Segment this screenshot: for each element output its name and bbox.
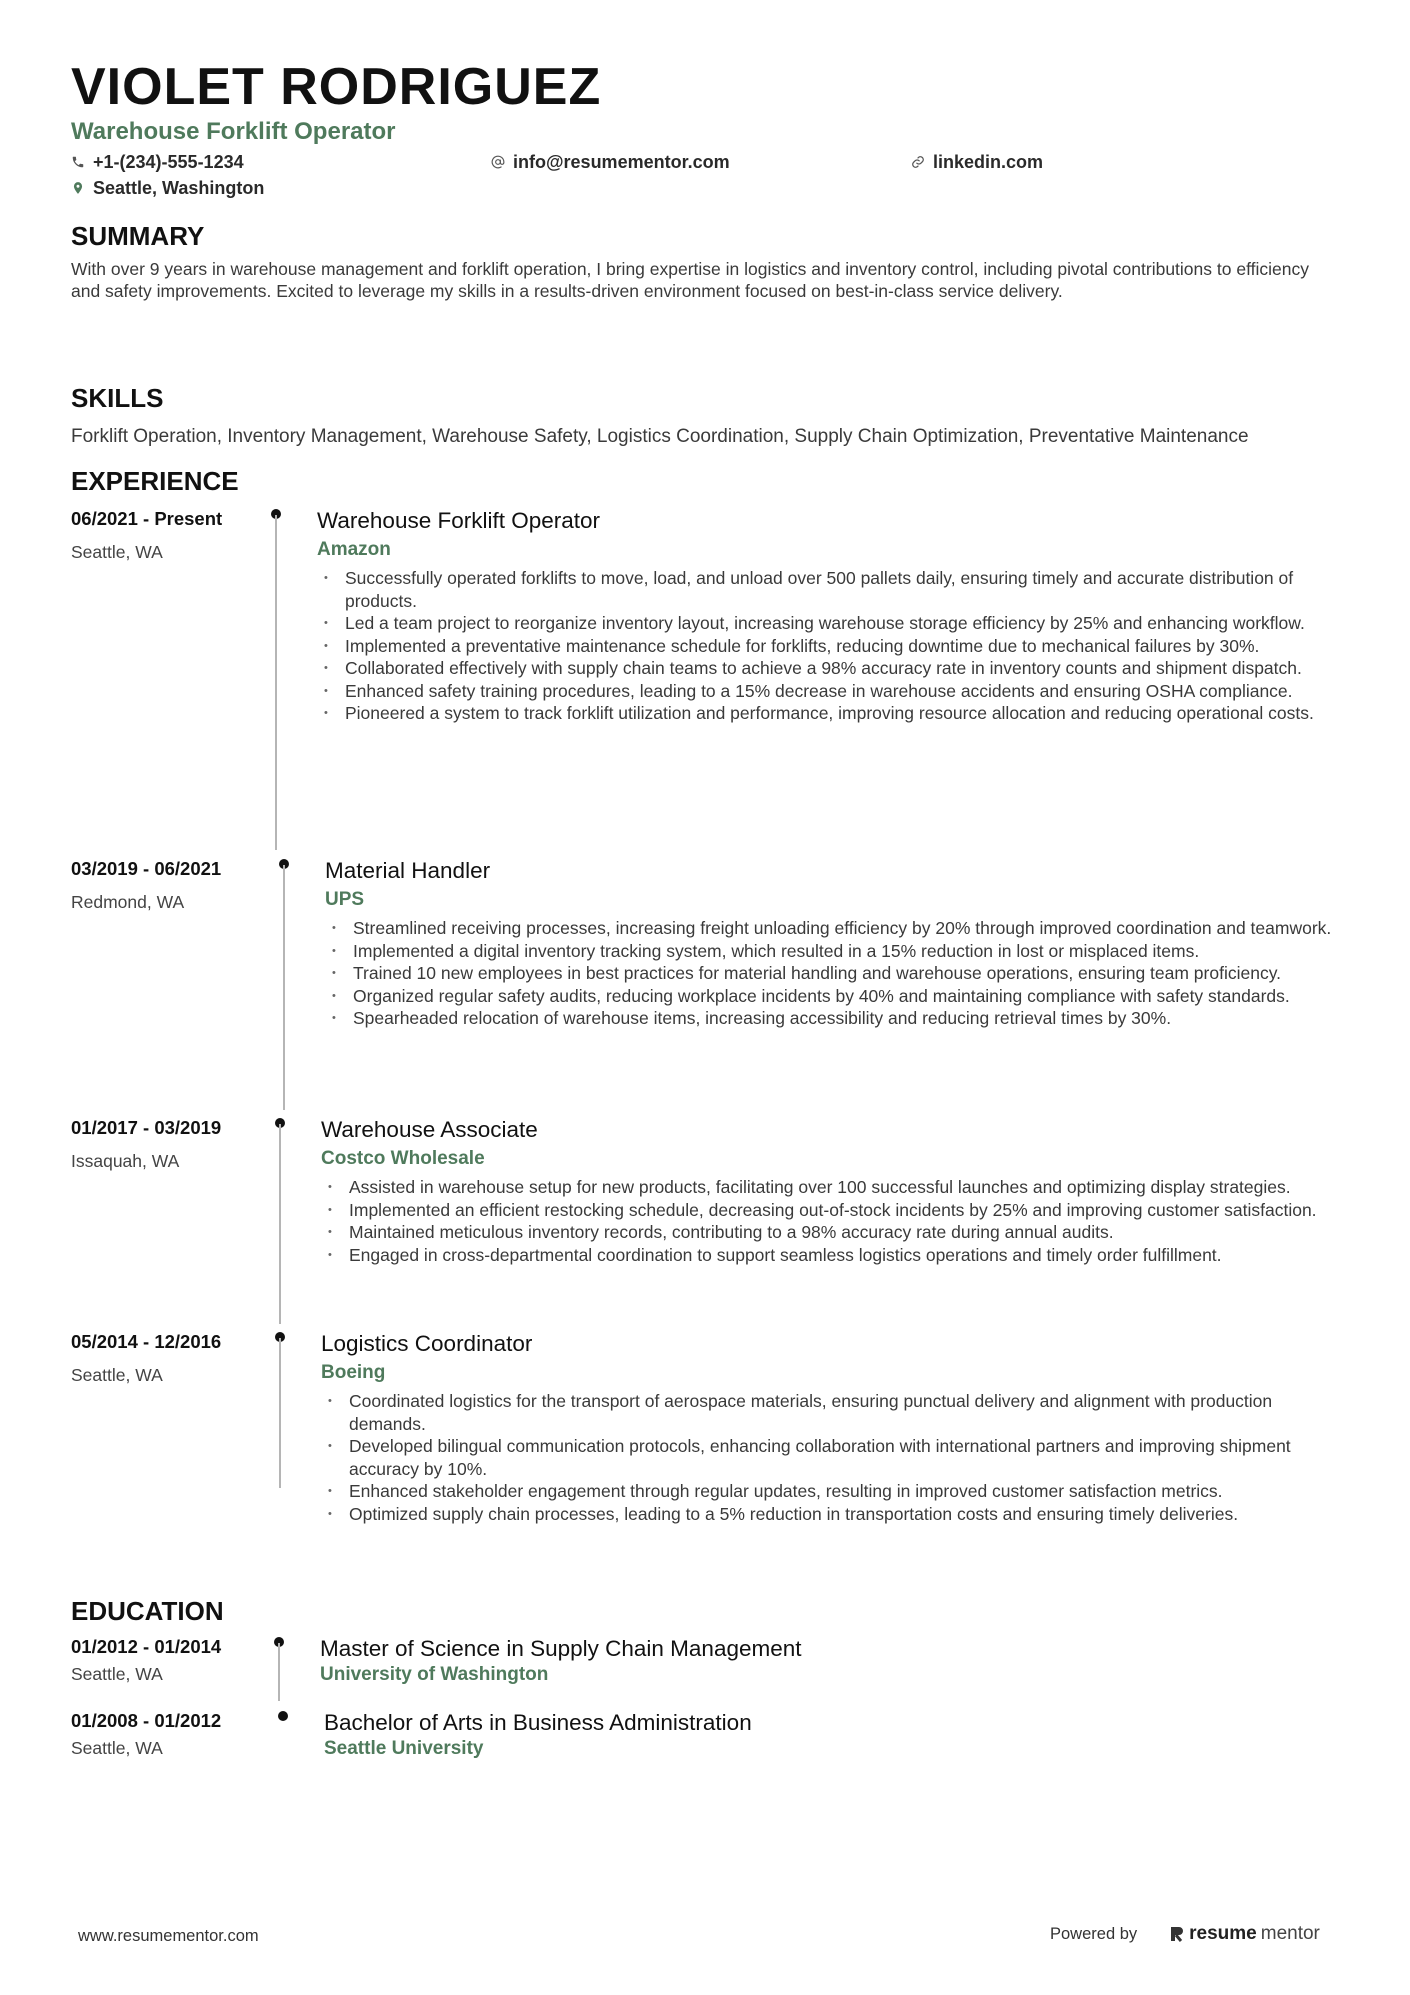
job-location: Seattle, WA	[71, 542, 163, 562]
location-text: Seattle, Washington	[93, 178, 265, 198]
job-bullets	[325, 917, 1339, 1030]
job-bullet: • Enhanced stakeholder engagement through regular updates, resulting in improved customer satisfaction metrics.	[321, 1480, 1339, 1503]
education-location: Seattle, WA	[71, 1664, 163, 1684]
contact-location	[71, 177, 491, 199]
job-location: Issaquah, WA	[71, 1151, 180, 1171]
timeline-line	[279, 1124, 281, 1324]
skills-text: Forklift Operation, Inventory Management, Warehouse Safety, Logistics Coordination, Supply Chain Optimization, Preventative Maintenance	[71, 426, 1249, 447]
education-section	[71, 1595, 1339, 1759]
summary-heading: SUMMARY	[71, 221, 205, 251]
job-body	[321, 1330, 1339, 1525]
link-icon	[911, 155, 925, 169]
job-body	[325, 857, 1339, 1030]
timeline-line	[275, 515, 277, 850]
at-icon	[491, 155, 505, 169]
job-bullets	[317, 567, 1339, 725]
experience-section	[71, 465, 1339, 1524]
job-date: 05/2014 - 12/2016	[71, 1331, 222, 1352]
education-school: University of Washington	[320, 1664, 549, 1685]
job-role: Warehouse Associate	[321, 1117, 538, 1142]
job-location: Redmond, WA	[71, 892, 185, 912]
job-bullet: • Trained 10 new employees in best practices for material handling and warehouse operations, ensuring team proficiency.	[325, 962, 1339, 985]
job-bullet: • Coordinated logistics for the transport of aerospace materials, ensuring punctual delivery and alignment with production demands.	[321, 1390, 1339, 1435]
education-date: 01/2008 - 01/2012	[71, 1710, 222, 1731]
contact-phone[interactable]	[71, 151, 491, 173]
job-bullet: • Enhanced safety training procedures, leading to a 15% decrease in warehouse accidents and ensuring OSHA compliance.	[317, 680, 1339, 703]
job-bullet: • Assisted in warehouse setup for new products, facilitating over 100 successful launches and optimizing display strategies.	[321, 1176, 1339, 1199]
timeline-line	[279, 1338, 281, 1488]
timeline-line	[278, 1643, 280, 1701]
job-company: Costco Wholesale	[321, 1148, 485, 1169]
job-role: Warehouse Forklift Operator	[317, 508, 601, 533]
skills-heading: SKILLS	[71, 383, 164, 413]
job-bullet: • Engaged in cross-departmental coordination to support seamless logistics operations and timely order fulfillment.	[321, 1244, 1339, 1267]
timeline-dot	[278, 1711, 288, 1721]
brand-light-text: mentor	[1260, 1923, 1320, 1944]
education-school: Seattle University	[324, 1738, 484, 1759]
job-company: Boeing	[321, 1362, 386, 1383]
email-text: info@resumementor.com	[513, 152, 730, 172]
job-body	[321, 1116, 1339, 1266]
education-date: 01/2012 - 01/2014	[71, 1636, 222, 1657]
job-bullet: • Implemented an efficient restocking schedule, decreasing out-of-stock incidents by 25% and improving customer satisfaction.	[321, 1199, 1339, 1222]
contact-info	[71, 151, 1339, 199]
job-bullet: • Led a team project to reorganize inventory layout, increasing warehouse storage efficiency by 25% and enhancing workflow.	[317, 612, 1339, 635]
phone-icon	[71, 155, 85, 169]
job-date: 03/2019 - 06/2021	[71, 858, 222, 879]
job-bullets	[321, 1176, 1339, 1266]
job-bullet: • Optimized supply chain processes, leading to a 5% reduction in transportation costs and ensuring timely deliveries.	[321, 1503, 1339, 1526]
education-degree: Bachelor of Arts in Business Administration	[324, 1710, 752, 1735]
footer-powered	[1050, 1923, 1320, 1945]
job-bullet: • Pioneered a system to track forklift utilization and performance, improving resource allocation and reducing operational costs.	[317, 702, 1339, 725]
education-degree: Master of Science in Supply Chain Management	[320, 1636, 802, 1661]
timeline-line	[283, 865, 285, 1110]
job-bullet: • Developed bilingual communication protocols, enhancing collaboration with international partners and improving shipment accuracy by 10%.	[321, 1435, 1339, 1480]
job-bullet: • Streamlined receiving processes, increasing freight unloading efficiency by 20% through improved coordination and teamwork.	[325, 917, 1339, 940]
experience-heading: EXPERIENCE	[71, 466, 239, 496]
job-bullets	[321, 1390, 1339, 1525]
contact-linkedin[interactable]	[911, 151, 1331, 173]
job-bullet: • Organized regular safety audits, reducing workplace incidents by 40% and maintaining compliance with safety standards.	[325, 985, 1339, 1008]
phone-text: +1-(234)-555-1234	[93, 152, 244, 172]
job-role: Logistics Coordinator	[321, 1331, 533, 1356]
summary-section	[71, 220, 1339, 302]
location-pin-icon	[71, 181, 85, 195]
job-bullet: • Maintained meticulous inventory records, contributing to a 98% accuracy rate during annual audits.	[321, 1221, 1339, 1244]
job-bullet: • Spearheaded relocation of warehouse items, increasing accessibility and reducing retrieval times by 30%.	[325, 1007, 1339, 1030]
summary-text: With over 9 years in warehouse management and forklift operation, I bring expertise in logistics and inventory control, including pivotal contributions to efficiency and safety improvements. Excited to leverage my skills in a results-driven environment focused on best-in-class service delivery.	[71, 259, 1309, 301]
candidate-name: VIOLET RODRIGUEZ	[71, 58, 602, 116]
job-bullet: • Implemented a digital inventory tracking system, which resulted in a 15% reduction in lost or misplaced items.	[325, 940, 1339, 963]
education-heading: EDUCATION	[71, 1596, 224, 1626]
job-date: 01/2017 - 03/2019	[71, 1117, 222, 1138]
job-company: UPS	[325, 889, 365, 910]
skills-section	[71, 382, 1339, 449]
job-date: 06/2021 - Present	[71, 508, 223, 529]
job-role: Material Handler	[325, 858, 491, 883]
job-body	[317, 507, 1339, 725]
job-bullet: • Successfully operated forklifts to move, load, and unload over 500 pallets daily, ensuring timely and accurate distribution of products.	[317, 567, 1339, 612]
resumementor-logo-icon	[1169, 1925, 1185, 1943]
job-company: Amazon	[317, 539, 391, 560]
brand-bold-text: resume	[1189, 1923, 1257, 1944]
linkedin-text: linkedin.com	[933, 152, 1044, 172]
brand-logo[interactable]	[1169, 1923, 1320, 1945]
job-bullet: • Implemented a preventative maintenance schedule for forklifts, reducing downtime due to mechanical failures by 30%.	[317, 635, 1339, 658]
powered-by-label: Powered by	[1050, 1924, 1138, 1943]
resume-page	[71, 55, 1339, 1759]
job-location: Seattle, WA	[71, 1365, 163, 1385]
contact-email[interactable]	[491, 151, 911, 173]
footer-website[interactable]: www.resumementor.com	[78, 1927, 259, 1945]
candidate-title: Warehouse Forklift Operator	[71, 118, 396, 145]
education-location: Seattle, WA	[71, 1738, 163, 1758]
job-bullet: • Collaborated effectively with supply chain teams to achieve a 98% accuracy rate in inventory counts and shipment dispatch.	[317, 657, 1339, 680]
